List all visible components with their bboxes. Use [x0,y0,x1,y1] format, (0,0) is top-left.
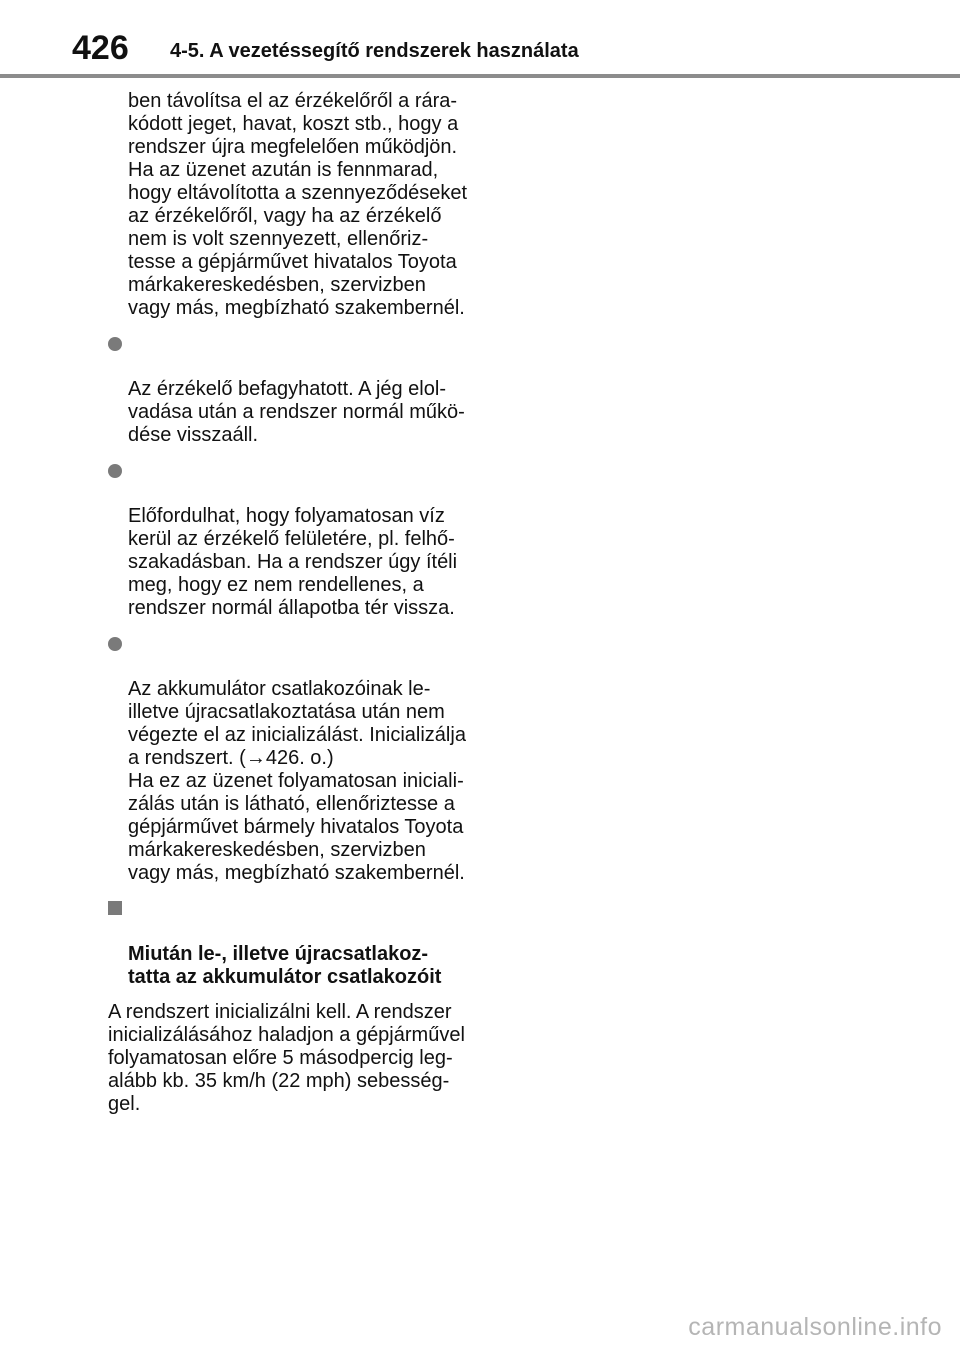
list-item-text: Előfordulhat, hogy folyamatosan víz kerül az érzékelő felületére, pl. felhő- szakadásban. Ha a rendszer úgy ítéli meg, hogy ez nem rendellenes, a rendszer normál állapotba tér vissza. [128,505,458,619]
list-item [108,332,478,447]
header-divider [0,74,960,78]
bullet-icon [108,464,122,478]
body-paragraph: A rendszert inicializálni kell. A rendszer inicializálásához haladjon a gépjárművel folyamatosan előre 5 másodpercig leg- alább kb. 35 km/h (22 mph) sebesség- gel. [108,1001,465,1115]
continuation-paragraph: ben távolítsa el az érzékelőről a rára- kódott jeget, havat, koszt stb., hogy a rendszer újra megfelelően működjön. Ha az üzenet azután is fennmarad, hogy eltávolította a szennyeződéseket az érzékelőről, vagy ha az érzékelő nem is volt szennyezett, ellenőriz- tesse a gépjárművet hivatalos Toyota márkakereskedésben, szervizben vagy más, megbízható szakembernél. [128,90,468,319]
square-bullet-icon [108,901,122,915]
list-item [108,632,478,885]
watermark: carmanualsonline.info [688,1313,942,1341]
bullet-icon [108,637,122,651]
list-item-text: Az érzékelő befagyhatott. A jég elol- vadása után a rendszer normál műkö- dése visszaáll. [128,378,465,446]
page-header [0,0,960,82]
page-number: 426 [72,29,129,67]
subsection-heading [108,897,478,989]
section-title: 4-5. A vezetéssegítő rendszerek használata [170,40,579,62]
bullet-icon [108,337,122,351]
list-item-text: Az akkumulátor csatlakozóinak le- illetve újracsatlakoztatása után nem végezte el az inicializálást. Inicializálja a rendszert. (→426. o.) Ha ez az üzenet folyamatosan iniciali- zálás után is látható, ellenőriztesse a gépjárművet bármely hivatalos Toyota márkakereskedésben, szervizben vagy más, megbízható szakembernél. [128,678,466,884]
main-content [108,90,478,1116]
list-item [108,459,478,620]
subsection-heading-text: Miután le-, illetve újracsatlakoz- tatta az akkumulátor csatlakozóit [128,943,442,988]
